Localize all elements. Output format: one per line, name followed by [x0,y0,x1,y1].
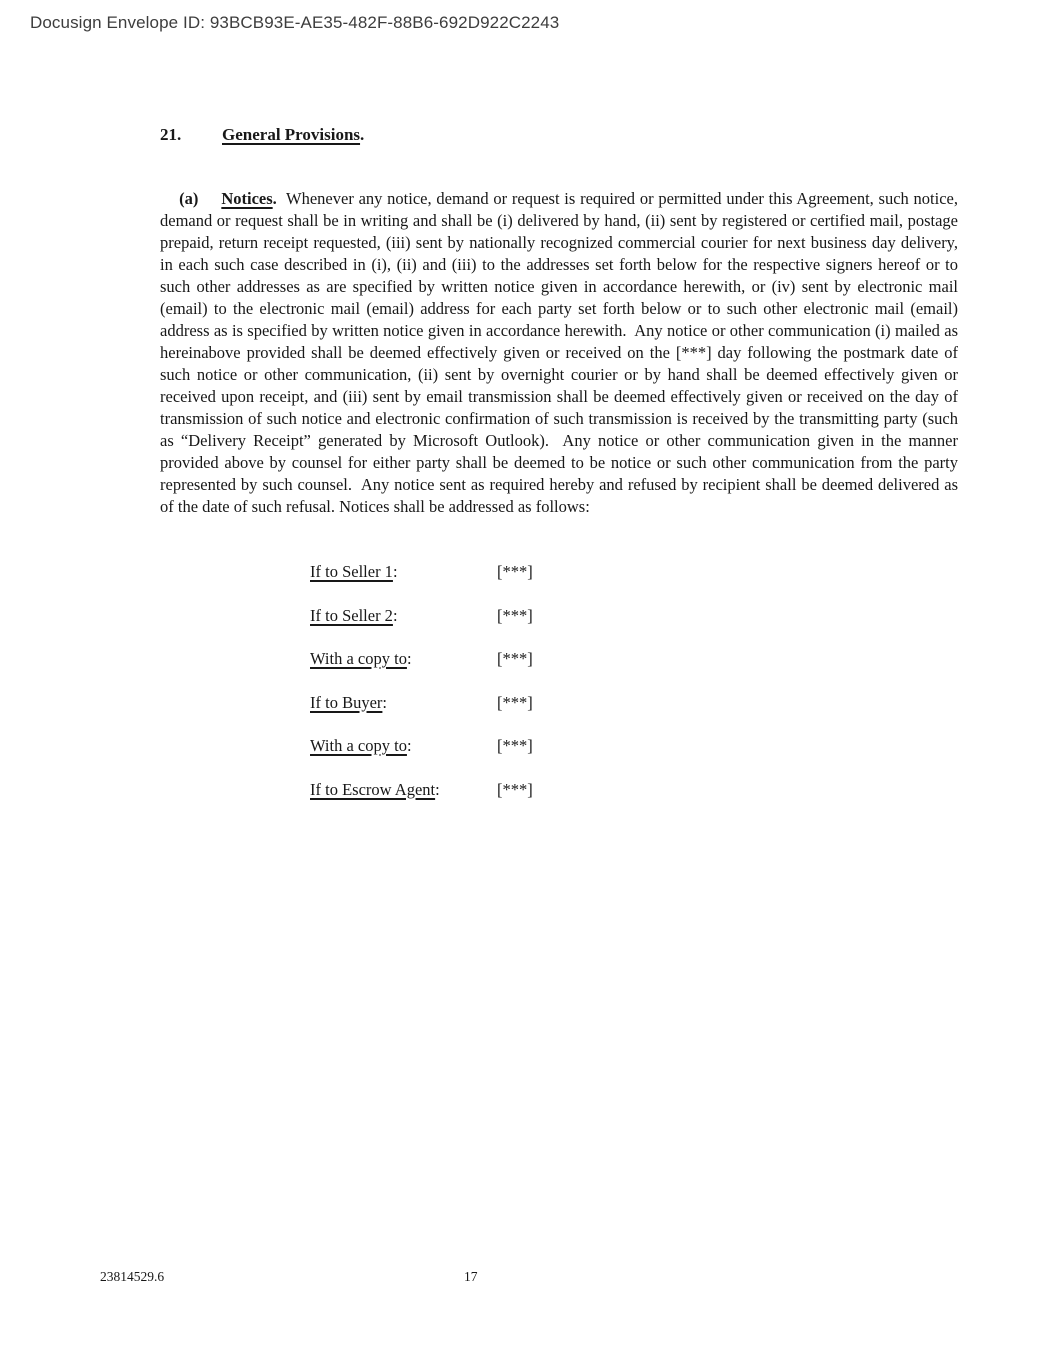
notice-row-copy-1 [160,648,958,670]
section-title-period: . [360,125,365,144]
notice-row-colon: : [435,779,440,799]
notices-paragraph [160,166,963,540]
notice-row-seller-2 [160,605,958,627]
notice-row-label: With a copy to [310,649,407,668]
notice-row-colon: : [392,605,398,625]
notice-row-colon: : [406,736,412,755]
notice-row-label: If to Buyer [310,692,383,712]
notices-body-text: Whenever any notice, demand or request is required or permitted under this Agreement, such notice, demand or request shall be in writing and shall be (i) delivered by hand, (ii) sent by registered or certified mail, postage prepaid, return receipt requested, (iii) sent by nationally recognized commercial courier for next business day delivery, in each such case described in (i), (ii) and (iii) to the addresses set forth below for the respective signers hereof or to such other addresses as are specified by written notice given in accordance herewith, or (iv) sent by electronic mail (email) to the electronic mail (email) address for each party set forth below or to such other electronic mail (email) address as is specified by written notice given in accordance herewith. Any notice or other communication (i) mailed as hereinabove provided shall be deemed effectively given or received on the [***] day following the postmark date of such notice or other communication, (ii) sent by overnight courier or by hand shall be deemed effectively given or received upon receipt, and (iii) sent by email transmission shall be deemed effectively given or received on the day of transmission of such notice and electronic confirmation of such transmission is received by the transmitting party (such as “Delivery Receipt” generated by Microsoft Outlook). Any notice or other communication given in the manner provided above by counsel for either party shall be deemed to be notice or such other communication from the party represented by such counsel. Any notice sent as required hereby and refused by recipient shall be deemed delivered as of the date of such refusal. Notices shall be addressed as follows: [160,189,963,516]
notice-row-label: If to Seller 1 [310,562,393,581]
notice-row-buyer [160,692,958,714]
redacted-value: [***] [497,562,533,581]
notice-row-colon: : [406,649,412,668]
notice-row-label: If to Escrow Agent [310,779,436,799]
notice-row-label: If to Seller 2 [310,605,393,625]
notice-row-seller-1 [160,561,958,583]
redacted-value: [***] [497,779,533,799]
section-title: General Provisions [222,125,361,144]
section-heading [160,124,364,146]
redacted-value: [***] [497,736,533,755]
notice-address-list [160,561,958,822]
notice-row-label: With a copy to [310,736,407,755]
notice-row-escrow-agent [160,779,958,801]
notices-label-period: . [272,189,277,208]
footer-document-number: 23814529.6 [100,1269,165,1284]
notice-row-colon: : [382,692,387,712]
redacted-value: [***] [497,605,533,625]
notices-label: Notices [221,189,273,208]
redacted-value: [***] [497,649,533,668]
redacted-value: [***] [497,692,533,712]
footer-page-number: 17 [464,1269,478,1284]
notice-row-copy-2 [160,735,958,757]
docusign-envelope-id: Docusign Envelope ID: 93BCB93E-AE35-482F-88B6-692D922C2243 [30,13,560,32]
subsection-marker: (a) [179,189,199,208]
section-number: 21. [160,125,182,144]
notice-row-colon: : [392,562,398,581]
